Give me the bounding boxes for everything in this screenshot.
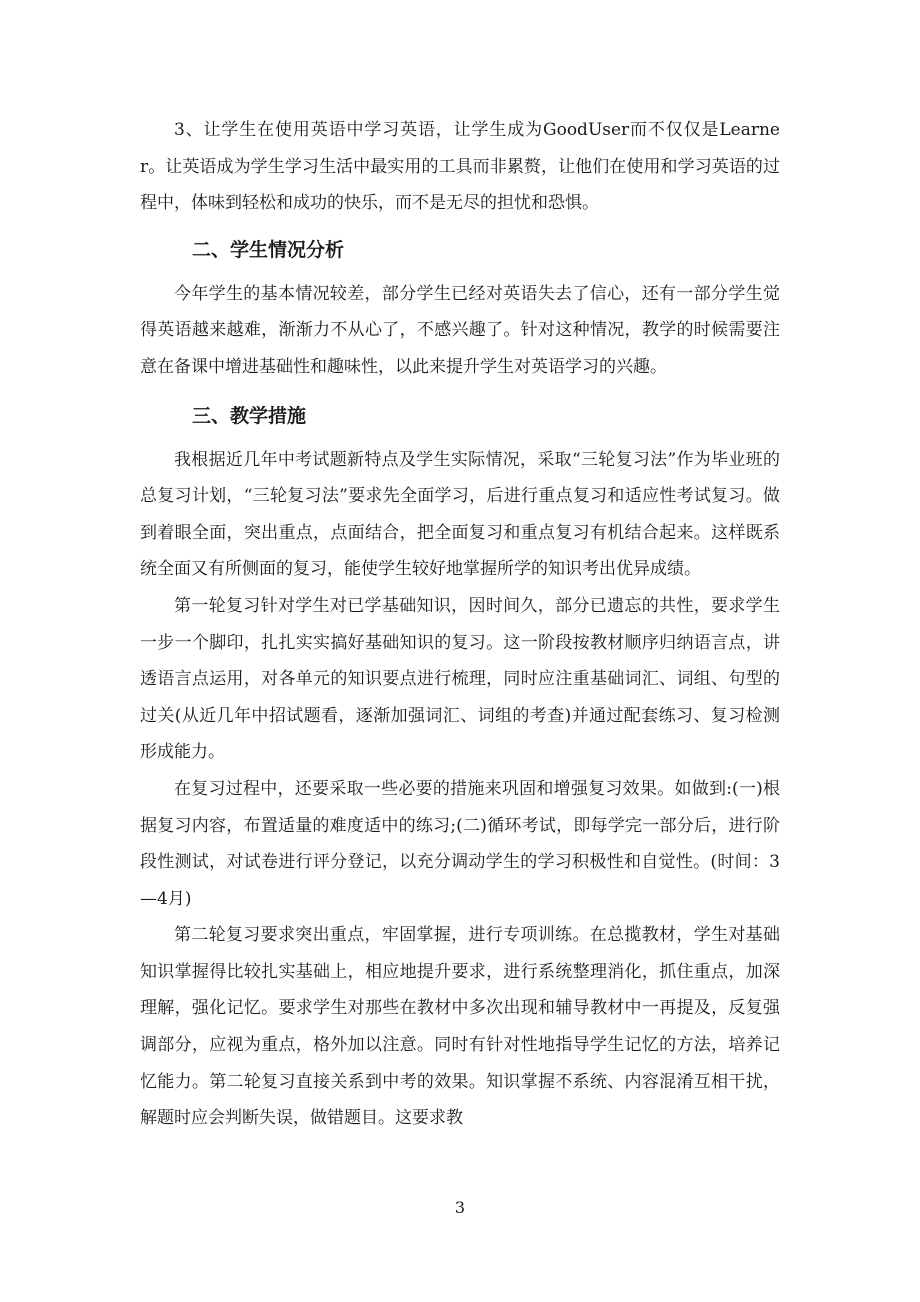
paragraph-intro-1: 3、让学生在使用英语中学习英语，让学生成为GoodUser而不仅仅是Learner。让英语成为学生学习生活中最实用的工具而非累赘，让他们在使用和学习英语的过程中，体味到轻松和成功的快乐，而不是无尽的担忧和恐惧。 — [140, 120, 780, 214]
paragraph-student-analysis-1: 今年学生的基本情况较差，部分学生已经对英语失去了信心，还有一部分学生觉得英语越来越难，渐渐力不从心了，不感兴趣了。针对这种情况，教学的时候需要注意在备课中增进基础性和趣味性，以此来提升学生对英语学习的兴趣。 — [140, 283, 780, 377]
paragraph-teaching-measures-3: 在复习过程中，还要采取一些必要的措施来巩固和增强复习效果。如做到:(一)根据复习内容，布置适量的难度适中的练习;(二)循环考试，即每学完一部分后，进行阶段性测试，对试卷进行评分登记，以充分调动学生的学习积极性和自觉性。(时间：3—4月) — [140, 778, 780, 909]
page-number: 3 — [454, 1198, 466, 1217]
paragraph-teaching-measures-2: 第一轮复习针对学生对已学基础知识，因时间久，部分已遗忘的共性，要求学生一步一个脚印，扎扎实实搞好基础知识的复习。这一阶段按教材顺序归纳语言点，讲透语言点运用，对各单元的知识要点进行梳理，同时应注重基础词汇、词组、句型的过关(从近几年中招试题看，逐渐加强词汇、词组的考查)并通过配套练习、复习检测形成能力。 — [140, 595, 780, 763]
section-heading-teaching-measures: 三、教学措施 — [192, 404, 307, 427]
paragraph-teaching-measures-1: 我根据近几年中考试题新特点及学生实际情况，采取“三轮复习法”作为毕业班的总复习计划，“三轮复习法”要求先全面学习，后进行重点复习和适应性考试复习。做到着眼全面，突出重点，点面结合，把全面复习和重点复习有机结合起来。这样既系统全面又有所侧面的复习，能使学生较好地掌握所学的知识考出优异成绩。 — [140, 449, 780, 580]
section-heading-student-analysis: 二、学生情况分析 — [192, 238, 345, 261]
paragraph-teaching-measures-4: 第二轮复习要求突出重点，牢固掌握，进行专项训练。在总揽教材，学生对基础知识掌握得比较扎实基础上，相应地提升要求，进行系统整理消化，抓住重点，加深理解，强化记忆。要求学生对那些在教材中多次出现和辅导教材中一再提及，反复强调部分，应视为重点，格外加以注意。同时有针对性地指导学生记忆的方法，培养记忆能力。第二轮复习直接关系到中考的效果。知识掌握不系统、内容混淆互相干扰，解题时应会判断失误，做错题目。这要求教 — [140, 925, 780, 1129]
document-page — [140, 112, 780, 1137]
